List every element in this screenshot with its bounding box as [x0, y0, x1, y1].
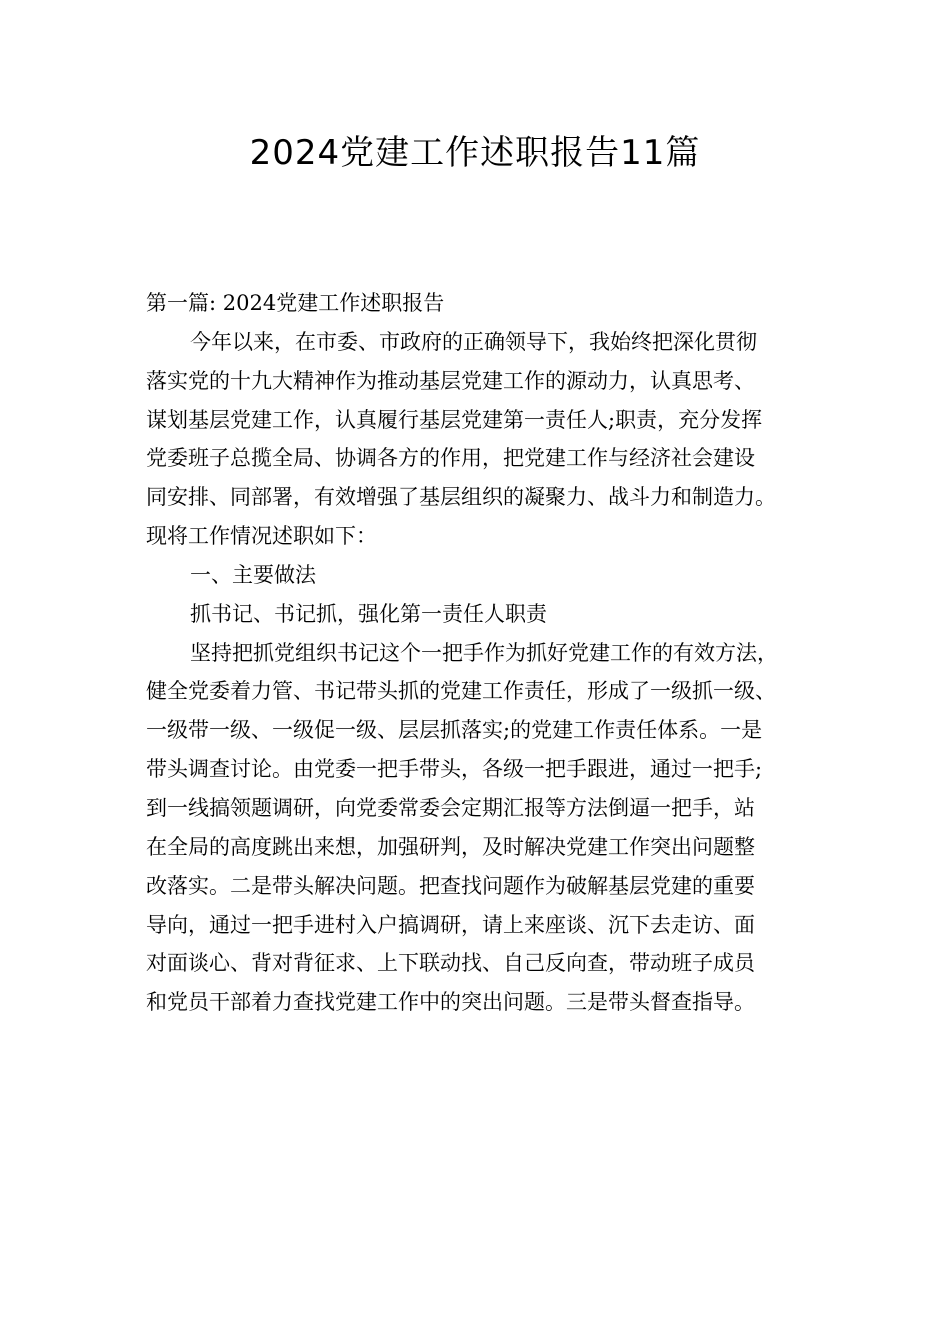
body-line: 和党员干部着力查找党建工作中的突出问题。三是带头督查指导。 [146, 990, 755, 1015]
body-line: 对面谈心、背对背征求、上下联动找、自己反向查，带动班子成员 [146, 951, 755, 976]
body-line: 党委班子总揽全局、协调各方的作用，把党建工作与经济社会建设 [146, 446, 755, 471]
body-line: 带头调查讨论。由党委一把手带头，各级一把手跟进，通过一把手; [146, 757, 763, 782]
body-line: 同安排、同部署，有效增强了基层组织的凝聚力、战斗力和制造力。 [146, 485, 776, 510]
body-line: 现将工作情况述职如下： [146, 524, 377, 549]
body-line: 导向，通过一把手进村入户搞调研，请上来座谈、沉下去走访、面 [146, 912, 755, 937]
body-line: 健全党委着力管、书记带头抓的党建工作责任，形成了一级抓一级、 [146, 679, 776, 704]
body-line: 改落实。二是带头解决问题。把查找问题作为破解基层党建的重要 [146, 873, 755, 898]
body-line: 在全局的高度跳出来想，加强研判，及时解决党建工作突出问题整 [146, 834, 755, 859]
body-line: 坚持把抓党组织书记这个一把手作为抓好党建工作的有效方法， [190, 640, 778, 665]
body-line: 谋划基层党建工作，认真履行基层党建第一责任人;职责，充分发挥 [146, 407, 763, 432]
body-line: 一级带一级、一级促一级、层层抓落实;的党建工作责任体系。一是 [146, 718, 763, 743]
body-line: 一、主要做法 [190, 562, 316, 587]
body-line: 落实党的十九大精神作为推动基层党建工作的源动力，认真思考、 [146, 368, 755, 393]
document-body [146, 284, 836, 1022]
body-line: 抓书记、书记抓，强化第一责任人职责 [190, 601, 547, 626]
body-line: 今年以来，在市委、市政府的正确领导下，我始终把深化贯彻 [190, 329, 757, 354]
body-line: 第一篇: 2024党建工作述职报告 [146, 291, 445, 315]
document-title: 2024党建工作述职报告11篇 [249, 133, 701, 173]
body-line: 到一线搞领题调研，向党委常委会定期汇报等方法倒逼一把手，站 [146, 795, 755, 820]
